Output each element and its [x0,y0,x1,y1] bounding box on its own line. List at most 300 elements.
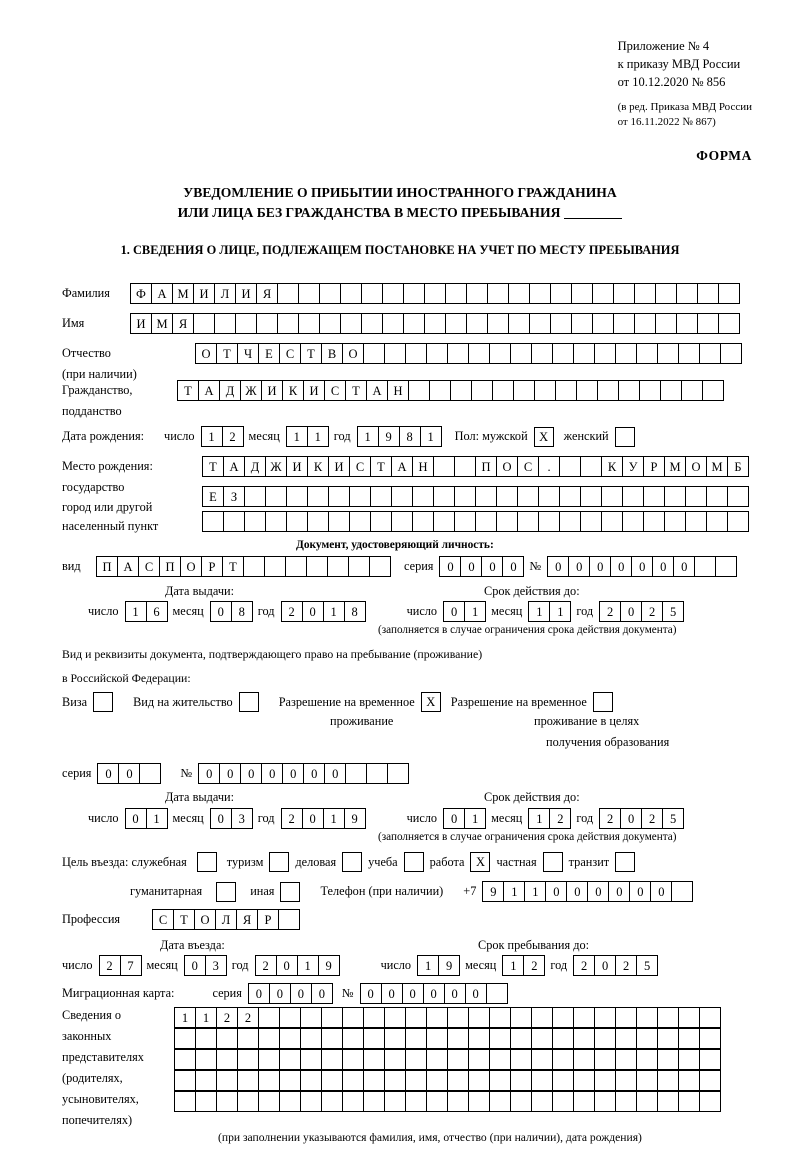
char-cell[interactable]: 0 [324,763,346,784]
char-cell[interactable] [321,1007,343,1028]
char-cell[interactable] [657,1091,679,1112]
char-cell[interactable] [237,1028,259,1049]
stay-month-input[interactable] [502,955,544,976]
char-cell[interactable] [193,313,215,334]
char-cell[interactable] [387,763,409,784]
char-cell[interactable]: 0 [443,808,465,829]
char-cell[interactable] [699,343,721,364]
char-cell[interactable]: 0 [219,763,241,784]
char-cell[interactable]: Т [345,380,367,401]
char-cell[interactable] [678,1007,700,1028]
char-cell[interactable] [300,1049,322,1070]
char-cell[interactable] [706,511,728,532]
char-cell[interactable]: 2 [281,808,303,829]
char-cell[interactable] [678,1091,700,1112]
char-cell[interactable] [384,1049,406,1070]
char-cell[interactable] [685,511,707,532]
char-cell[interactable] [243,556,265,577]
char-cell[interactable] [550,313,572,334]
char-cell[interactable] [552,1028,574,1049]
char-cell[interactable] [279,1070,301,1091]
char-cell[interactable]: 0 [210,601,232,622]
char-cell[interactable] [489,1049,511,1070]
char-cell[interactable] [508,313,530,334]
doc-series-input[interactable] [439,556,523,577]
char-cell[interactable]: 0 [125,808,147,829]
char-cell[interactable]: 8 [399,426,421,447]
char-cell[interactable]: 1 [323,601,345,622]
char-cell[interactable]: 0 [198,763,220,784]
char-cell[interactable] [328,511,350,532]
char-cell[interactable]: 0 [210,808,232,829]
doc-issue-year-input[interactable] [281,601,365,622]
char-cell[interactable]: Р [257,909,279,930]
char-cell[interactable]: 0 [303,763,325,784]
char-cell[interactable] [445,283,467,304]
char-cell[interactable]: 0 [502,556,524,577]
doc-valid-year-input[interactable] [599,601,683,622]
char-cell[interactable]: Л [215,909,237,930]
char-cell[interactable] [489,1070,511,1091]
char-cell[interactable] [139,763,161,784]
char-cell[interactable] [321,1070,343,1091]
char-cell[interactable] [559,511,581,532]
char-cell[interactable]: 0 [360,983,382,1004]
char-cell[interactable] [408,380,430,401]
char-cell[interactable]: 6 [146,601,168,622]
doc-issue-month-input[interactable] [210,601,252,622]
char-cell[interactable] [718,283,740,304]
char-cell[interactable]: Б [727,456,749,477]
char-cell[interactable]: 0 [184,955,206,976]
char-cell[interactable] [349,486,371,507]
char-cell[interactable] [258,1049,280,1070]
char-cell[interactable] [468,1070,490,1091]
char-cell[interactable]: 0 [444,983,466,1004]
char-cell[interactable]: 1 [464,601,486,622]
char-cell[interactable]: 9 [378,426,400,447]
char-cell[interactable] [592,283,614,304]
char-cell[interactable] [342,1049,364,1070]
char-cell[interactable]: 0 [465,983,487,1004]
char-cell[interactable] [348,556,370,577]
char-cell[interactable] [510,1070,532,1091]
char-cell[interactable]: Ж [240,380,262,401]
char-cell[interactable]: К [601,456,623,477]
char-cell[interactable]: З [223,486,245,507]
char-cell[interactable] [202,511,224,532]
char-cell[interactable] [195,1070,217,1091]
char-cell[interactable] [573,1028,595,1049]
char-cell[interactable]: П [159,556,181,577]
char-cell[interactable]: 8 [344,601,366,622]
purpose-service-checkbox[interactable] [197,852,217,872]
char-cell[interactable] [517,511,539,532]
char-cell[interactable] [426,1049,448,1070]
char-cell[interactable] [517,486,539,507]
char-cell[interactable]: 0 [423,983,445,1004]
char-cell[interactable] [718,313,740,334]
char-cell[interactable] [195,1028,217,1049]
char-cell[interactable] [366,763,388,784]
char-cell[interactable]: 0 [568,556,590,577]
char-cell[interactable] [471,380,493,401]
char-cell[interactable] [258,1007,280,1028]
char-cell[interactable] [678,1070,700,1091]
char-cell[interactable] [319,283,341,304]
char-cell[interactable]: Н [387,380,409,401]
char-cell[interactable]: У [622,456,644,477]
char-cell[interactable]: 5 [662,808,684,829]
char-cell[interactable] [615,1028,637,1049]
char-cell[interactable] [660,380,682,401]
visa-checkbox[interactable] [93,692,113,712]
char-cell[interactable] [613,283,635,304]
char-cell[interactable]: А [151,283,173,304]
char-cell[interactable] [300,1070,322,1091]
char-cell[interactable] [244,486,266,507]
char-cell[interactable] [534,380,556,401]
permit-issue-year-input[interactable] [281,808,365,829]
purpose-private-checkbox[interactable] [543,852,563,872]
char-cell[interactable]: 0 [240,763,262,784]
char-cell[interactable] [237,1091,259,1112]
profession-input[interactable] [152,909,299,930]
char-cell[interactable]: 1 [417,955,439,976]
char-cell[interactable] [699,1049,721,1070]
char-cell[interactable] [174,1049,196,1070]
char-cell[interactable] [676,283,698,304]
char-cell[interactable] [613,313,635,334]
char-cell[interactable]: 2 [599,808,621,829]
stay-year-input[interactable] [573,955,657,976]
char-cell[interactable]: А [198,380,220,401]
char-cell[interactable] [433,511,455,532]
char-cell[interactable] [531,1007,553,1028]
char-cell[interactable] [597,380,619,401]
char-cell[interactable] [370,486,392,507]
char-cell[interactable]: 0 [547,556,569,577]
char-cell[interactable]: 0 [545,881,567,902]
char-cell[interactable] [454,511,476,532]
char-cell[interactable]: О [342,343,364,364]
char-cell[interactable] [580,511,602,532]
char-cell[interactable] [216,1049,238,1070]
char-cell[interactable]: С [324,380,346,401]
char-cell[interactable] [447,1091,469,1112]
char-cell[interactable] [450,380,472,401]
char-cell[interactable] [678,1028,700,1049]
char-cell[interactable] [468,1091,490,1112]
char-cell[interactable] [510,1091,532,1112]
temp-residence-checkbox[interactable]: Х [421,692,441,712]
char-cell[interactable]: 1 [549,601,571,622]
char-cell[interactable] [363,343,385,364]
char-cell[interactable]: Т [173,909,195,930]
char-cell[interactable] [697,313,719,334]
char-cell[interactable]: 0 [402,983,424,1004]
char-cell[interactable]: И [235,283,257,304]
char-cell[interactable] [681,380,703,401]
char-cell[interactable]: К [307,456,329,477]
char-cell[interactable]: Т [177,380,199,401]
char-cell[interactable] [618,380,640,401]
char-cell[interactable] [571,313,593,334]
char-cell[interactable]: 9 [438,955,460,976]
char-cell[interactable] [327,556,349,577]
char-cell[interactable] [405,1070,427,1091]
char-cell[interactable] [214,313,236,334]
char-cell[interactable]: 0 [290,983,312,1004]
char-cell[interactable]: О [496,456,518,477]
char-cell[interactable] [321,1091,343,1112]
char-cell[interactable]: И [130,313,152,334]
purpose-study-checkbox[interactable] [404,852,424,872]
char-cell[interactable] [244,511,266,532]
char-cell[interactable]: 2 [99,955,121,976]
char-cell[interactable]: Е [258,343,280,364]
char-cell[interactable] [664,486,686,507]
char-cell[interactable] [513,380,535,401]
char-cell[interactable] [622,511,644,532]
char-cell[interactable] [489,1007,511,1028]
char-cell[interactable] [424,283,446,304]
char-cell[interactable] [298,313,320,334]
char-cell[interactable]: С [349,456,371,477]
char-cell[interactable] [405,343,427,364]
char-cell[interactable] [412,511,434,532]
char-cell[interactable] [486,983,508,1004]
char-cell[interactable]: Т [216,343,238,364]
char-cell[interactable] [223,511,245,532]
char-cell[interactable] [265,486,287,507]
char-cell[interactable] [174,1070,196,1091]
char-cell[interactable] [615,1091,637,1112]
char-cell[interactable] [594,1028,616,1049]
char-cell[interactable] [529,283,551,304]
char-cell[interactable]: Т [222,556,244,577]
char-cell[interactable]: 3 [205,955,227,976]
char-cell[interactable] [256,313,278,334]
char-cell[interactable]: 2 [255,955,277,976]
doc-valid-month-input[interactable] [528,601,570,622]
char-cell[interactable] [466,283,488,304]
char-cell[interactable] [174,1028,196,1049]
char-cell[interactable]: Е [202,486,224,507]
char-cell[interactable] [426,1028,448,1049]
patronymic-input[interactable] [195,343,741,364]
char-cell[interactable]: И [193,283,215,304]
char-cell[interactable] [573,1007,595,1028]
char-cell[interactable] [216,1091,238,1112]
legal-rep-input-row1[interactable] [174,1007,720,1028]
char-cell[interactable] [552,1049,574,1070]
char-cell[interactable] [342,1007,364,1028]
char-cell[interactable] [636,1049,658,1070]
char-cell[interactable] [195,1091,217,1112]
char-cell[interactable] [363,1070,385,1091]
char-cell[interactable]: Я [172,313,194,334]
char-cell[interactable] [594,1070,616,1091]
char-cell[interactable] [384,1070,406,1091]
char-cell[interactable]: 0 [673,556,695,577]
char-cell[interactable] [382,283,404,304]
char-cell[interactable] [510,1028,532,1049]
char-cell[interactable] [216,1028,238,1049]
char-cell[interactable]: 0 [460,556,482,577]
char-cell[interactable]: Т [370,456,392,477]
char-cell[interactable] [531,1028,553,1049]
char-cell[interactable] [636,1028,658,1049]
char-cell[interactable] [475,511,497,532]
char-cell[interactable] [671,881,693,902]
char-cell[interactable]: 9 [482,881,504,902]
char-cell[interactable]: Л [214,283,236,304]
char-cell[interactable] [391,486,413,507]
char-cell[interactable] [489,1091,511,1112]
char-cell[interactable] [571,283,593,304]
doc-issue-day-input[interactable] [125,601,167,622]
char-cell[interactable]: М [706,456,728,477]
char-cell[interactable]: 0 [439,556,461,577]
char-cell[interactable] [531,1091,553,1112]
char-cell[interactable] [363,1091,385,1112]
char-cell[interactable] [307,511,329,532]
char-cell[interactable] [531,1070,553,1091]
char-cell[interactable]: 2 [222,426,244,447]
doc-number-input[interactable] [547,556,736,577]
char-cell[interactable] [279,1028,301,1049]
char-cell[interactable] [615,1007,637,1028]
char-cell[interactable] [363,1028,385,1049]
char-cell[interactable] [424,313,446,334]
char-cell[interactable]: Н [412,456,434,477]
char-cell[interactable]: 2 [237,1007,259,1028]
char-cell[interactable] [405,1007,427,1028]
char-cell[interactable] [328,486,350,507]
char-cell[interactable] [510,1007,532,1028]
char-cell[interactable]: Д [219,380,241,401]
migration-series-input[interactable] [248,983,332,1004]
char-cell[interactable] [715,556,737,577]
char-cell[interactable] [727,486,749,507]
char-cell[interactable] [573,1091,595,1112]
char-cell[interactable]: Ж [265,456,287,477]
char-cell[interactable]: А [366,380,388,401]
char-cell[interactable] [529,313,551,334]
char-cell[interactable] [720,343,742,364]
char-cell[interactable] [306,556,328,577]
char-cell[interactable] [279,1091,301,1112]
char-cell[interactable] [370,511,392,532]
char-cell[interactable]: 0 [631,556,653,577]
char-cell[interactable] [655,313,677,334]
char-cell[interactable] [235,313,257,334]
char-cell[interactable] [298,283,320,304]
char-cell[interactable] [496,511,518,532]
char-cell[interactable] [699,1028,721,1049]
char-cell[interactable]: 1 [503,881,525,902]
char-cell[interactable] [489,343,511,364]
char-cell[interactable]: О [194,909,216,930]
char-cell[interactable] [340,283,362,304]
char-cell[interactable] [678,343,700,364]
char-cell[interactable] [445,313,467,334]
char-cell[interactable]: 0 [650,881,672,902]
char-cell[interactable] [429,380,451,401]
char-cell[interactable] [657,1007,679,1028]
legal-rep-input-row5[interactable] [174,1091,720,1112]
char-cell[interactable] [216,1070,238,1091]
char-cell[interactable]: 0 [302,601,324,622]
char-cell[interactable] [531,1049,553,1070]
char-cell[interactable]: Я [256,283,278,304]
char-cell[interactable]: И [328,456,350,477]
char-cell[interactable] [531,343,553,364]
char-cell[interactable] [676,313,698,334]
char-cell[interactable] [342,1070,364,1091]
char-cell[interactable] [594,1091,616,1112]
doc-kind-input[interactable] [96,556,390,577]
char-cell[interactable]: 0 [594,955,616,976]
char-cell[interactable]: 1 [307,426,329,447]
char-cell[interactable] [361,313,383,334]
char-cell[interactable] [702,380,724,401]
entry-month-input[interactable] [184,955,226,976]
citizenship-input[interactable] [177,380,723,401]
char-cell[interactable] [594,1007,616,1028]
sex-female-checkbox[interactable] [615,427,635,447]
char-cell[interactable] [405,1091,427,1112]
permit-issue-month-input[interactable] [210,808,252,829]
char-cell[interactable]: 0 [589,556,611,577]
char-cell[interactable]: 0 [481,556,503,577]
sex-male-checkbox[interactable]: Х [534,427,554,447]
birth-day-input[interactable] [201,426,243,447]
char-cell[interactable] [363,1049,385,1070]
char-cell[interactable] [699,1091,721,1112]
char-cell[interactable] [559,456,581,477]
char-cell[interactable]: К [282,380,304,401]
char-cell[interactable] [678,1049,700,1070]
char-cell[interactable] [300,1091,322,1112]
char-cell[interactable] [426,1091,448,1112]
char-cell[interactable] [552,1007,574,1028]
char-cell[interactable] [601,511,623,532]
char-cell[interactable]: 0 [381,983,403,1004]
char-cell[interactable] [342,1091,364,1112]
char-cell[interactable] [576,380,598,401]
char-cell[interactable]: 1 [464,808,486,829]
char-cell[interactable] [382,313,404,334]
char-cell[interactable] [237,1049,259,1070]
char-cell[interactable]: . [538,456,560,477]
entry-year-input[interactable] [255,955,339,976]
char-cell[interactable] [405,1028,427,1049]
char-cell[interactable]: С [138,556,160,577]
char-cell[interactable] [634,283,656,304]
char-cell[interactable] [258,1070,280,1091]
surname-input[interactable] [130,283,739,304]
char-cell[interactable] [657,343,679,364]
name-input[interactable] [130,313,739,334]
char-cell[interactable] [643,511,665,532]
char-cell[interactable]: 9 [318,955,340,976]
char-cell[interactable]: 1 [528,808,550,829]
char-cell[interactable] [433,486,455,507]
char-cell[interactable]: 1 [502,955,524,976]
char-cell[interactable]: Т [202,456,224,477]
